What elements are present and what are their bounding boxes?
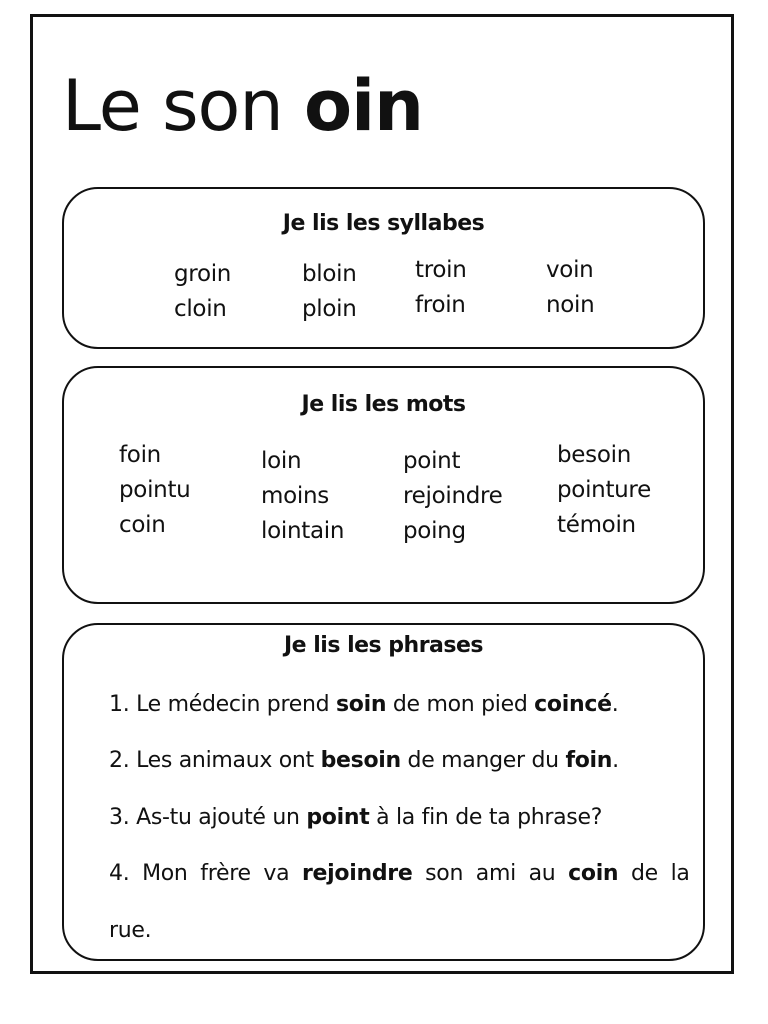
sentence-4-continuation: rue. (109, 918, 152, 943)
sentence-text: . (611, 692, 619, 717)
sentence-text: 4. Mon frère va (109, 861, 302, 886)
sentence-text: 3. As-tu ajouté un (109, 805, 307, 830)
words-column (557, 438, 651, 543)
sentence-keyword: foin (565, 748, 613, 773)
sentence-text: 1. Le médecin prend (109, 692, 336, 717)
syllable: bloin (302, 261, 357, 287)
sentence-text: de mon pied (386, 692, 535, 717)
words-column (119, 438, 190, 543)
title-plain: Le son (62, 65, 304, 147)
syllable: noin (546, 292, 595, 318)
sentence-4 (109, 861, 690, 886)
words-column (403, 444, 503, 549)
word: point (403, 448, 461, 474)
sentence-text: à la fin de ta phrase? (369, 805, 603, 830)
sentence-keyword: point (306, 805, 370, 830)
sentence-keyword: rejoindre (302, 861, 413, 886)
syllable: froin (415, 292, 466, 318)
word: rejoindre (403, 483, 503, 509)
syllable: voin (546, 257, 594, 283)
sentence-text: son ami au (412, 861, 569, 886)
sentence-text: . (612, 748, 619, 773)
word: témoin (557, 512, 636, 538)
syllables-card (62, 187, 705, 349)
words-card (62, 366, 705, 604)
sentences-card (62, 623, 705, 961)
word: foin (119, 442, 161, 468)
page-title (62, 62, 423, 150)
syllable: groin (174, 261, 232, 287)
word: besoin (557, 442, 631, 468)
sentences-heading: Je lis les phrases (283, 633, 484, 658)
sentence-2 (109, 748, 619, 773)
syllable: troin (415, 257, 467, 283)
words-column (261, 444, 344, 549)
sentence-keyword: besoin (320, 748, 401, 773)
syllables-column (174, 257, 231, 327)
word: coin (119, 512, 166, 538)
sentence-text: 2. Les animaux ont (109, 748, 321, 773)
word: loin (261, 448, 302, 474)
title-bold: oin (304, 65, 423, 147)
sentence-text: de manger du (400, 748, 566, 773)
word: pointure (557, 477, 651, 503)
word: moins (261, 483, 329, 509)
sentence-3 (109, 805, 602, 830)
syllables-column (302, 257, 357, 327)
words-heading: Je lis les mots (301, 392, 466, 417)
syllables-heading: Je lis les syllabes (282, 211, 485, 236)
syllables-column (546, 253, 594, 323)
word: lointain (261, 518, 345, 544)
syllables-column (415, 253, 467, 323)
sentence-keyword: soin (335, 692, 387, 717)
word: pointu (119, 477, 191, 503)
sentence-keyword: coincé (534, 692, 612, 717)
syllable: ploin (302, 296, 357, 322)
word: poing (403, 518, 466, 544)
syllable: cloin (174, 296, 227, 322)
sentence-keyword: coin (568, 861, 619, 886)
sentence-text: de la (618, 861, 690, 886)
sentence-1 (109, 692, 618, 717)
